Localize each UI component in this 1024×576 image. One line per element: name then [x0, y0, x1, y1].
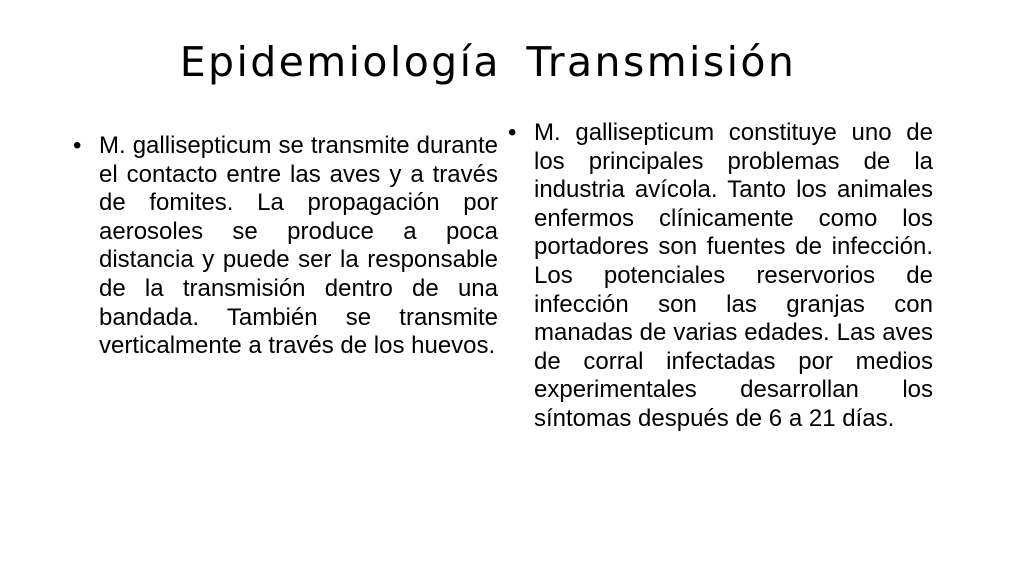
- right-column: [508, 119, 933, 434]
- bullet-dot-icon: •: [508, 119, 517, 146]
- bullet-dot-icon: •: [73, 132, 82, 159]
- bullet-item-right: [508, 119, 933, 434]
- bullet-text-right: M. gallisepticum constituye uno de los principales problemas de la industria avícola. Tanto los animales enfermos clínicamente como los portadores son fuentes de infección. Los potenciales reservorios de infección son las granjas con manadas de varias edades. Las aves de corral infectadas por medios experimentales desarrollan los síntomas después de 6 a 21 días.: [534, 119, 933, 432]
- bullet-item-left: [73, 132, 498, 361]
- left-column: [73, 132, 498, 361]
- bullet-text-left: M. gallisepticum se transmite durante el contacto entre las aves y a través de fomites. La propagación por aerosoles se produce a poca distancia y puede ser la responsable de la transmisión dentro de una bandada. También se transmite verticalmente a través de los huevos.: [99, 132, 498, 360]
- slide-title: Epidemiología Transmisión: [179, 38, 797, 86]
